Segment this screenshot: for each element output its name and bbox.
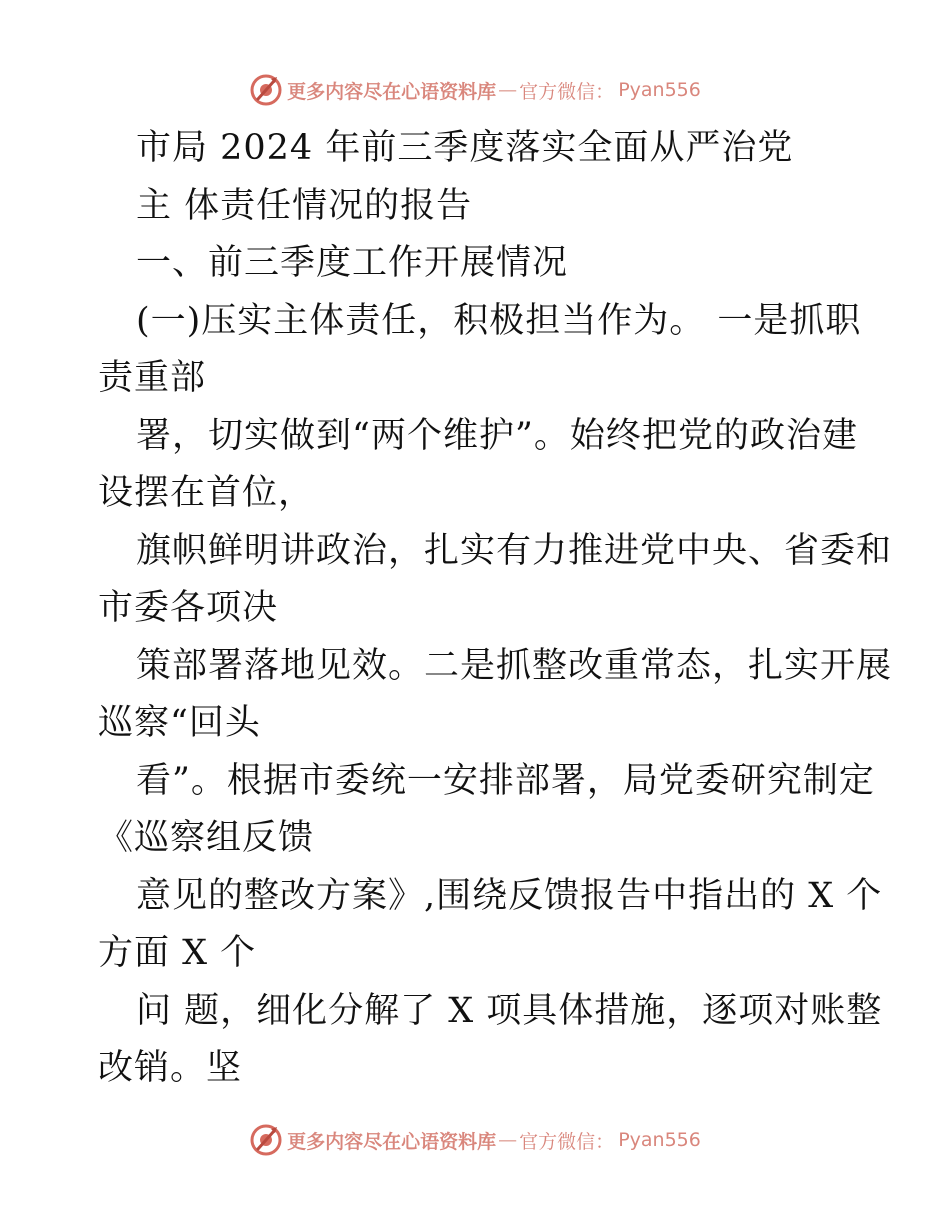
doc-title-line-1: 市局 2024 年前三季度落实全面从严治党 — [136, 128, 794, 168]
watermark-wechat-id: Pyan556 — [618, 1129, 701, 1151]
watermark-main-text: 更多内容尽在心语资料库 — [287, 80, 497, 103]
watermark-dash: — — [498, 1129, 518, 1151]
watermark-main-text: 更多内容尽在心语资料库 — [287, 1130, 497, 1153]
paragraph-line: 署，切实做到“两个维护”。始终把党的政治建 — [136, 415, 858, 456]
brand-logo-icon — [249, 1123, 283, 1157]
section-heading: 一、前三季度工作开展情况 — [136, 243, 569, 283]
watermark-wechat-id: Pyan556 — [618, 79, 701, 101]
watermark-sub-text: 官方微信： — [519, 80, 615, 103]
paragraph-line: (一)压实主体责任，积极担当作为。 一是抓职 — [136, 300, 862, 341]
paragraph-line: 《巡察组反馈 — [98, 818, 315, 858]
header-watermark — [0, 70, 950, 110]
watermark-sub-text: 官方微信： — [519, 1130, 615, 1153]
paragraph-line: 改销。坚 — [98, 1048, 243, 1088]
paragraph-line: 问 题，细化分解了 X 项具体措施，逐项对账整 — [136, 990, 883, 1031]
paragraph-line: 策部署落地见效。二是抓整改重常态，扎实开展 — [136, 645, 893, 686]
document-body — [98, 120, 893, 1098]
watermark-dash: — — [498, 79, 518, 101]
paragraph-line: 方面 X 个 — [98, 933, 257, 973]
paragraph-line: 责重部 — [98, 358, 207, 398]
footer-watermark — [0, 1120, 950, 1160]
paragraph-line: 看”。根据市委统一安排部署，局党委研究制定 — [136, 760, 875, 801]
paragraph-line: 巡察“回头 — [98, 703, 261, 743]
paragraph-line: 旗帜鲜明讲政治，扎实有力推进党中央、省委和 — [136, 530, 893, 571]
paragraph-line: 市委各项决 — [98, 588, 279, 628]
brand-logo-icon — [249, 73, 283, 107]
paragraph-line: 意见的整改方案》,围绕反馈报告中指出的 X 个 — [136, 875, 883, 916]
doc-title-line-2: 主 体责任情况的报告 — [136, 185, 473, 226]
paragraph-line: 设摆在首位， — [98, 473, 315, 513]
